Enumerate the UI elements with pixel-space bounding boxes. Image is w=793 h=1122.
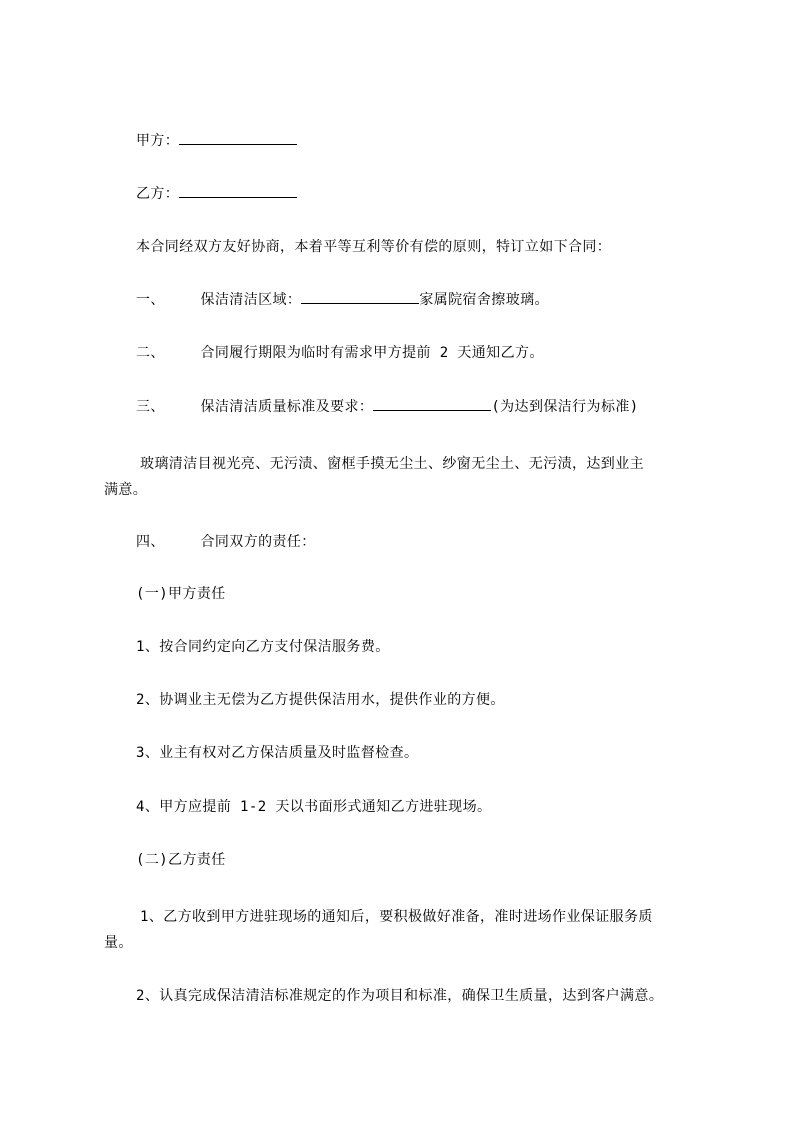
- party-a-responsibility-heading: (一)甲方责任: [136, 586, 226, 602]
- section-4-text: 合同双方的责任：: [200, 534, 316, 550]
- section-4-number: 四、: [136, 534, 165, 550]
- party-a-item-1: 1、按合同约定向乙方支付保洁服务费。: [136, 639, 390, 655]
- section-1-blank: [301, 289, 419, 304]
- party-a-blank: [179, 130, 297, 145]
- section-3-label: 保洁清洁质量标准及要求：: [200, 399, 374, 415]
- section-1-tail: 家属院宿舍擦玻璃。: [419, 292, 549, 308]
- party-a-item-4: 4、甲方应提前 1-2 天以书面形式通知乙方进驻现场。: [136, 799, 492, 815]
- section-2-number: 二、: [136, 345, 165, 361]
- party-a-line: [136, 129, 297, 154]
- section-3-blank: [373, 396, 491, 411]
- quality-detail-line-2: 满意。: [104, 482, 148, 498]
- quality-detail-line-1: 玻璃清洁目视光亮、无污渍、窗框手摸无尘土、纱窗无尘土、无污渍，达到业主: [140, 456, 644, 472]
- section-2-text: 合同履行期限为临时有需求甲方提前 2 天通知乙方。: [200, 345, 544, 361]
- party-a-label: 甲方：: [136, 133, 180, 149]
- party-b-line: [136, 182, 297, 207]
- intro-paragraph: 本合同经双方友好协商，本着平等互利等价有偿的原则，特订立如下合同：: [136, 239, 612, 255]
- section-1-number: 一、: [136, 292, 165, 308]
- party-a-item-2: 2、协调业主无偿为乙方提供保洁用水，提供作业的方便。: [136, 692, 505, 708]
- section-3-tail: (为达到保洁行为标准): [491, 399, 639, 415]
- section-4: [136, 530, 316, 555]
- party-b-blank: [179, 183, 297, 198]
- party-b-item-1-line-2: 量。: [104, 935, 133, 951]
- section-2: [136, 341, 544, 366]
- party-b-item-1-line-1: 1、乙方收到甲方进驻现场的通知后，要积极做好准备，准时进场作业保证服务质: [140, 909, 653, 925]
- party-b-label: 乙方：: [136, 186, 180, 202]
- party-b-item-2: 2、认真完成保洁清洁标准规定的作为项目和标准，确保卫生质量，达到客户满意。: [136, 988, 664, 1004]
- party-a-item-3: 3、业主有权对乙方保洁质量及时监督检查。: [136, 745, 419, 761]
- party-b-responsibility-heading: (二)乙方责任: [136, 852, 226, 868]
- section-3: [136, 395, 639, 420]
- section-1: [136, 288, 549, 313]
- section-1-label: 保洁清洁区域：: [200, 292, 302, 308]
- section-3-number: 三、: [136, 399, 165, 415]
